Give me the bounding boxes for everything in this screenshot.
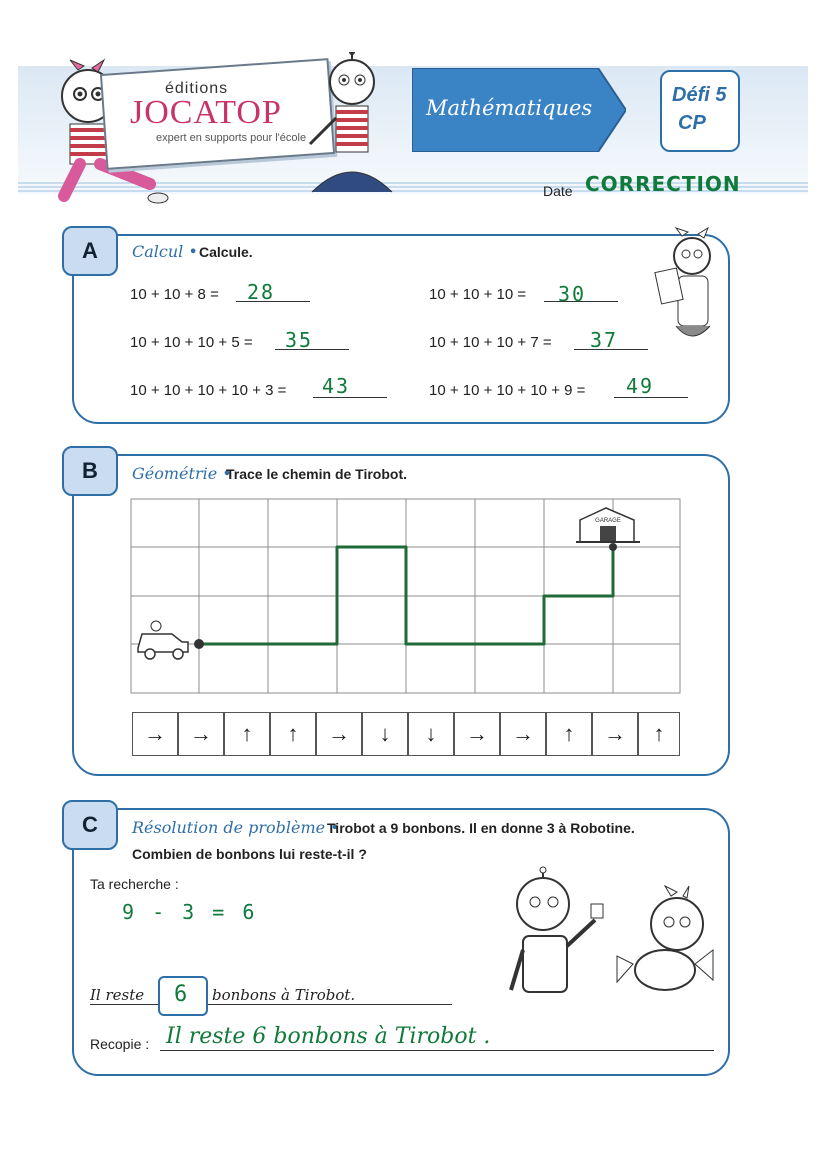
arrow-cell: → (132, 712, 178, 756)
recopie-label: Recopie : (90, 1036, 150, 1052)
recopie-answer[interactable]: Il reste 6 bonbons à Tirobot . (166, 1024, 491, 1049)
arrow-cell: ↑ (638, 712, 680, 756)
calc-expression: 10 + 10 + 10 + 10 + 9 = (429, 382, 586, 399)
calc-answer[interactable]: 30 (558, 282, 587, 306)
problem-line-2: Combien de bonbons lui reste-t-il ? (132, 846, 367, 862)
problem-line-1: Tirobot a 9 bonbons. Il en donne 3 à Robotine. (327, 820, 635, 836)
robotine-reading-illustration (650, 226, 730, 366)
boy-mascot-illustration (296, 52, 406, 202)
arrow-cell: → (178, 712, 224, 756)
defi-number: Défi 5 (672, 84, 727, 106)
section-a-instruction: Calcule. (199, 244, 253, 260)
section-b-instruction: Trace le chemin de Tirobot. (226, 466, 408, 482)
car-icon (138, 621, 188, 659)
calc-expression: 10 + 10 + 10 + 7 = (429, 334, 552, 351)
research-answer[interactable]: 9 - 3 = 6 (122, 900, 258, 924)
sentence-after: bonbons à Tirobot. (212, 986, 356, 1004)
subject-title: Mathématiques (426, 96, 593, 120)
sentence-line (90, 1004, 452, 1005)
section-b-badge: B (62, 446, 118, 496)
calc-answer[interactable]: 28 (247, 280, 276, 304)
sentence-before: Il reste (90, 986, 145, 1004)
research-label: Ta recherche : (90, 876, 179, 892)
brand-editions: éditions (165, 80, 229, 97)
date-value: CORRECTION (585, 172, 741, 196)
answer-box-value: 6 (174, 982, 190, 1007)
date-label: Date (543, 183, 573, 199)
arrow-cell: ↓ (362, 712, 408, 756)
calc-expression: 10 + 10 + 10 + 5 = (130, 334, 253, 351)
robots-candy-illustration (495, 866, 725, 1012)
garage-icon (576, 508, 640, 542)
calc-answer[interactable]: 35 (285, 328, 314, 352)
calc-answer[interactable]: 37 (590, 328, 619, 352)
calc-expression: 10 + 10 + 10 + 10 + 3 = (130, 382, 287, 399)
brand-tagline: expert en supports pour l'école (156, 132, 307, 144)
recopie-line (160, 1050, 714, 1051)
section-c-title: Résolution de problème • (132, 818, 340, 837)
defi-box (660, 70, 740, 152)
arrow-cell: → (592, 712, 638, 756)
class-level: CP (678, 112, 706, 134)
section-a-badge: A (62, 226, 118, 276)
arrow-cell: → (500, 712, 546, 756)
calc-answer[interactable]: 43 (322, 374, 351, 398)
path-grid (130, 498, 682, 694)
start-dot-icon (194, 639, 204, 649)
arrow-cell: ↑ (546, 712, 592, 756)
arrow-cell: ↑ (270, 712, 316, 756)
section-c-badge: C (62, 800, 118, 850)
end-dot-icon (609, 543, 617, 551)
arrow-cell: → (316, 712, 362, 756)
arrow-cell: ↓ (408, 712, 454, 756)
calc-expression: 10 + 10 + 10 = (429, 286, 527, 303)
arrow-cell: ↑ (224, 712, 270, 756)
section-b-title: Géométrie • (132, 464, 232, 483)
arrow-code-strip (132, 712, 680, 756)
calc-expression: 10 + 10 + 8 = (130, 286, 219, 303)
calc-answer[interactable]: 49 (626, 374, 655, 398)
brand-logo: JOCATOP (130, 94, 282, 131)
arrow-cell: → (454, 712, 500, 756)
section-a-title: Calcul • (132, 242, 198, 261)
garage-label: GARAGE (595, 518, 621, 524)
